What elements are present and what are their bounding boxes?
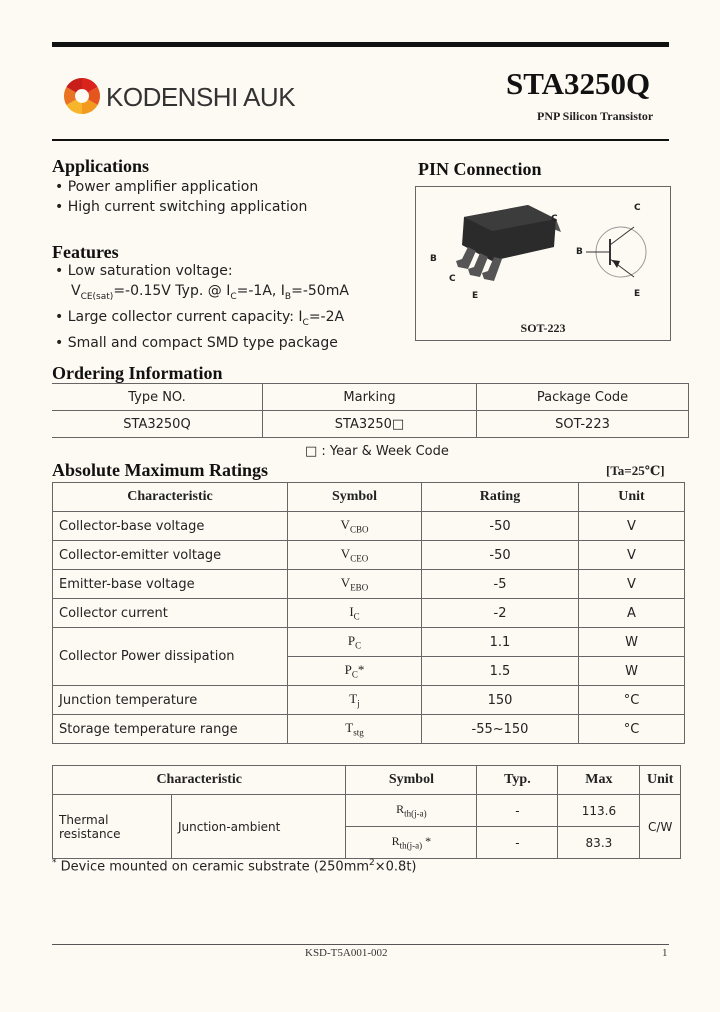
- table-cell: $T_{stg}$: [288, 715, 422, 744]
- ordering-heading: Ordering Information: [52, 363, 223, 383]
- pkg-pin-label-b: B: [430, 254, 437, 264]
- table-header-cell: Marking: [263, 384, 477, 411]
- table-cell: V: [579, 512, 685, 541]
- table-cell: STA3250Q: [52, 411, 263, 438]
- table-cell: $P_C$: [288, 628, 422, 657]
- table-header-cell: Rating: [422, 483, 579, 512]
- table-cell: -55~150: [422, 715, 579, 744]
- table-cell: -5: [422, 570, 579, 599]
- table-cell: 150: [422, 686, 579, 715]
- table-cell: $V_{EBO}$: [288, 570, 422, 599]
- table-cell: Storage temperature range: [53, 715, 288, 744]
- applications-list: [55, 177, 307, 217]
- table-cell: W: [579, 628, 685, 657]
- table-cell: 1.1: [422, 628, 579, 657]
- table-row: [53, 795, 681, 827]
- table-cell: Collector-base voltage: [53, 512, 288, 541]
- features-list: [55, 261, 349, 353]
- table-cell: $R_{th(j-a)}$ *: [346, 827, 477, 859]
- list-item: $V_{CE(sat)}=-0.15V$ Typ. @ $I_C=-1A$, $I_B=-50mA$: [71, 283, 349, 302]
- table-header-cell: Typ.: [477, 766, 558, 795]
- sym-pin-label-c: C: [634, 203, 641, 213]
- table-cell: $I_C$: [288, 599, 422, 628]
- table-cell: $R_{th(j-a)}$: [346, 795, 477, 827]
- marking-note: □ : Year & Week Code: [305, 444, 449, 459]
- absolute-max-table: [52, 482, 685, 744]
- table-cell: -: [477, 827, 558, 859]
- table-row: [53, 628, 685, 657]
- brand-logo-icon: [62, 76, 102, 116]
- table-header-cell: Unit: [640, 766, 681, 795]
- table-cell: V: [579, 570, 685, 599]
- table-cell: W: [579, 657, 685, 686]
- package-label: SOT-223: [520, 321, 566, 335]
- table-cell: -50: [422, 512, 579, 541]
- table-cell: $V_{CBO}$: [288, 512, 422, 541]
- table-cell: -2: [422, 599, 579, 628]
- thermal-table: [52, 765, 681, 859]
- table-cell: Junction temperature: [53, 686, 288, 715]
- list-item: • Large collector current capacity: $I_C=-2A$: [55, 308, 345, 328]
- table-cell: $P_C*$: [288, 657, 422, 686]
- table-row: [53, 541, 685, 570]
- table-row: [52, 411, 689, 438]
- table-row: [53, 715, 685, 744]
- table-cell: 1.5: [422, 657, 579, 686]
- list-item: • Power amplifier application: [55, 179, 259, 195]
- table-cell: Thermal resistance: [53, 795, 172, 859]
- table-header-cell: Package Code: [477, 384, 689, 411]
- table-row: [53, 686, 685, 715]
- table-header-cell: Unit: [579, 483, 685, 512]
- table-cell: °C: [579, 715, 685, 744]
- list-item: • Low saturation voltage:: [55, 263, 233, 279]
- table-cell: V: [579, 541, 685, 570]
- features-heading: Features: [52, 242, 119, 262]
- table-cell: $T_j$: [288, 686, 422, 715]
- amr-heading: Absolute Maximum Ratings: [52, 460, 269, 480]
- table-cell: 113.6: [558, 795, 640, 827]
- sym-pin-label-e: E: [634, 289, 641, 299]
- header-rule: [52, 42, 669, 47]
- list-item: • Small and compact SMD type package: [55, 334, 338, 351]
- footnote: * Device mounted on ceramic substrate $(250mm^2\times 0.8t)$: [52, 858, 417, 875]
- document-code: KSD-T5A001-002: [305, 947, 388, 959]
- table-cell: Junction-ambient: [172, 795, 346, 859]
- table-cell: -: [477, 795, 558, 827]
- table-header-row: [53, 483, 685, 512]
- pkg-pin-label-c-top: C: [551, 214, 558, 224]
- sym-pin-label-b: B: [576, 247, 583, 257]
- table-cell: Collector Power dissipation: [53, 628, 288, 686]
- pkg-pin-label-c: C: [449, 274, 456, 284]
- pin-diagram-box: [415, 186, 671, 341]
- table-cell: C/W: [640, 795, 681, 859]
- header-divider: [52, 139, 669, 141]
- footer-rule: [52, 944, 669, 945]
- table-header-cell: Max: [558, 766, 640, 795]
- table-header-row: [53, 766, 681, 795]
- table-header-cell: Type NO.: [52, 384, 263, 411]
- table-cell: Emitter-base voltage: [53, 570, 288, 599]
- table-cell: $V_{CEO}$: [288, 541, 422, 570]
- table-header-cell: Characteristic: [53, 766, 346, 795]
- brand-name: KODENSHI AUK: [106, 82, 296, 112]
- table-cell: SOT-223: [477, 411, 689, 438]
- table-cell: Collector-emitter voltage: [53, 541, 288, 570]
- table-header-cell: Characteristic: [53, 483, 288, 512]
- table-row: [53, 599, 685, 628]
- part-subtitle: PNP Silicon Transistor: [537, 109, 654, 123]
- pnp-transistor-symbol-icon: [586, 217, 656, 287]
- pkg-pin-label-e: E: [472, 291, 479, 301]
- amr-condition: [Ta=25℃]: [606, 463, 665, 478]
- table-header-cell: Symbol: [288, 483, 422, 512]
- applications-heading: Applications: [52, 156, 150, 176]
- table-cell: -50: [422, 541, 579, 570]
- table-row: [53, 570, 685, 599]
- table-cell: A: [579, 599, 685, 628]
- ordering-table: [52, 383, 689, 438]
- table-cell: °C: [579, 686, 685, 715]
- table-cell: Collector current: [53, 599, 288, 628]
- part-number-title: STA3250Q: [506, 66, 651, 101]
- table-header-cell: Symbol: [346, 766, 477, 795]
- page-number: 1: [662, 947, 668, 959]
- table-row: [53, 512, 685, 541]
- table-header-row: [52, 384, 689, 411]
- pin-connection-heading: PIN Connection: [418, 159, 542, 179]
- table-cell: 83.3: [558, 827, 640, 859]
- list-item: • High current switching application: [55, 199, 308, 215]
- table-cell: STA3250□: [263, 411, 477, 438]
